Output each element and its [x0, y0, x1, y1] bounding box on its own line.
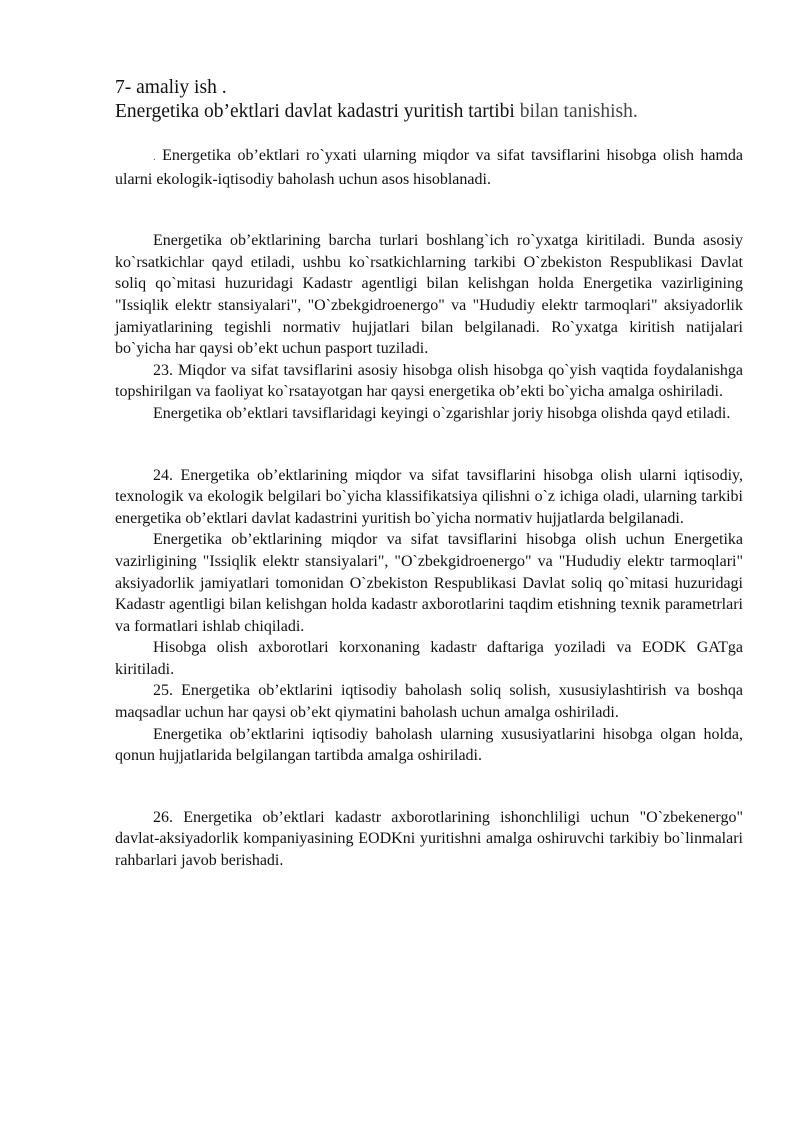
spacer: [115, 425, 743, 465]
spacer: [115, 124, 743, 145]
spacer: [115, 190, 743, 230]
paragraph-intro: [115, 145, 743, 190]
title-line-2: Energetika ob’ektlari davlat kadastri yuritish tartibi: [115, 101, 520, 122]
paragraph-intro-text: Energetika ob’ektlari ro`yxati ularning miqdor va sifat tavsiflarini hisobga olish hamda ularni ekologik-iqtisodiy baholash uchun asos hisoblanadi.: [115, 147, 743, 188]
paragraph-dot: .: [153, 151, 156, 163]
paragraph-23: 23. Miqdor va sifat tavsiflarini asosiy hisobga olish hisobga qo`yish vaqtida foydalanishga topshirilgan va faoliyat ko`rsatayotgan har qaysi energetika ob’ekti bo`yicha amalga oshiriladi.: [115, 361, 743, 401]
document-title: [115, 76, 743, 124]
spacer: [115, 767, 743, 807]
paragraph-25: 25. Energetika ob’ektlarini iqtisodiy baholash soliq solish, xususiylashtirish va boshqa maqsadlar uchun har qaysi ob’ekt qiymatini baholash uchun amalga oshiriladi.: [115, 682, 743, 722]
paragraph-26: 26. Energetika ob’ektlari kadastr axborotlarining ishonchliligi uchun "O`zbekenergo" davlat-aksiyadorlik kompaniyasining EODKni yuritishni amalga oshiruvchi tarkibiy bo`linmalari rahbarlari javob berishadi.: [115, 808, 743, 870]
paragraph-24: 24. Energetika ob’ektlarining miqdor va sifat tavsiflarini hisobga olish ularni iqtisodiy, texnologik va ekologik belgilari bo`yicha klassifikatsiya qilishni o`z ichiga oladi, ularning tarkibi energetika ob’ektlari davlat kadastrini yuritish bo`yicha normativ hujjatlarda belgilanadi.: [115, 466, 743, 527]
title-line-1: 7- amaliy ish .: [115, 77, 227, 98]
paragraph-registration: Energetika ob’ektlarining barcha turlari boshlang`ich ro`yxatga kiritiladi. Bunda asosiy ko`rsatkichlar qayd etiladi, ushbu ko`rsatkichlarning tarkibi O`zbekiston Respublikasi Davlat soliq qo`mitasi huzuridagi Kadastr agentligi bilan kelishgan holda Energetika vazirligining "Issiqlik elektr stansiyalari", "O`zbekgidroenergo" va "Hududiy elektr tarmoqlari" aksiyadorlik jamiyatlarining tegishli normativ hujjatlari bilan belgilanadi. Ro`yxatga kiritish natijalari bo`yicha har qaysi ob’ekt uchun pasport tuziladi.: [115, 232, 743, 358]
paragraph-parameters: Energetika ob’ektlarining miqdor va sifat tavsiflarini hisobga olish uchun Energetika vazirligining "Issiqlik elektr stansiyalari", "O`zbekgidroenergo" va "Hududiy elektr tarmoqlari" aksiyadorlik jamiyatlari tomonidan O`zbekiston Respublikasi Davlat soliq qo`mitasi huzuridagi Kadastr agentligi bilan kelishgan holda kadastr axborotlarini taqdim etishning texnik parametrlari va formatlari ishlab chiqiladi.: [115, 531, 743, 635]
paragraph-valuation: Energetika ob’ektlarini iqtisodiy baholash ularning xususiyatlarini hisobga olgan holda, qonun hujjatlarida belgilangan tartibda amalga oshiriladi.: [115, 725, 743, 765]
title-line-2-tail: bilan tanishish.: [519, 101, 638, 122]
paragraph-changes: Energetika ob’ektlari tavsiflaridagi keyingi o`zgarishlar joriy hisobga olishda qayd etiladi.: [153, 404, 731, 422]
document-page: [115, 76, 743, 872]
paragraph-records: Hisobga olish axborotlari korxonaning kadastr daftariga yoziladi va EODK GATga kiritiladi.: [115, 639, 743, 678]
